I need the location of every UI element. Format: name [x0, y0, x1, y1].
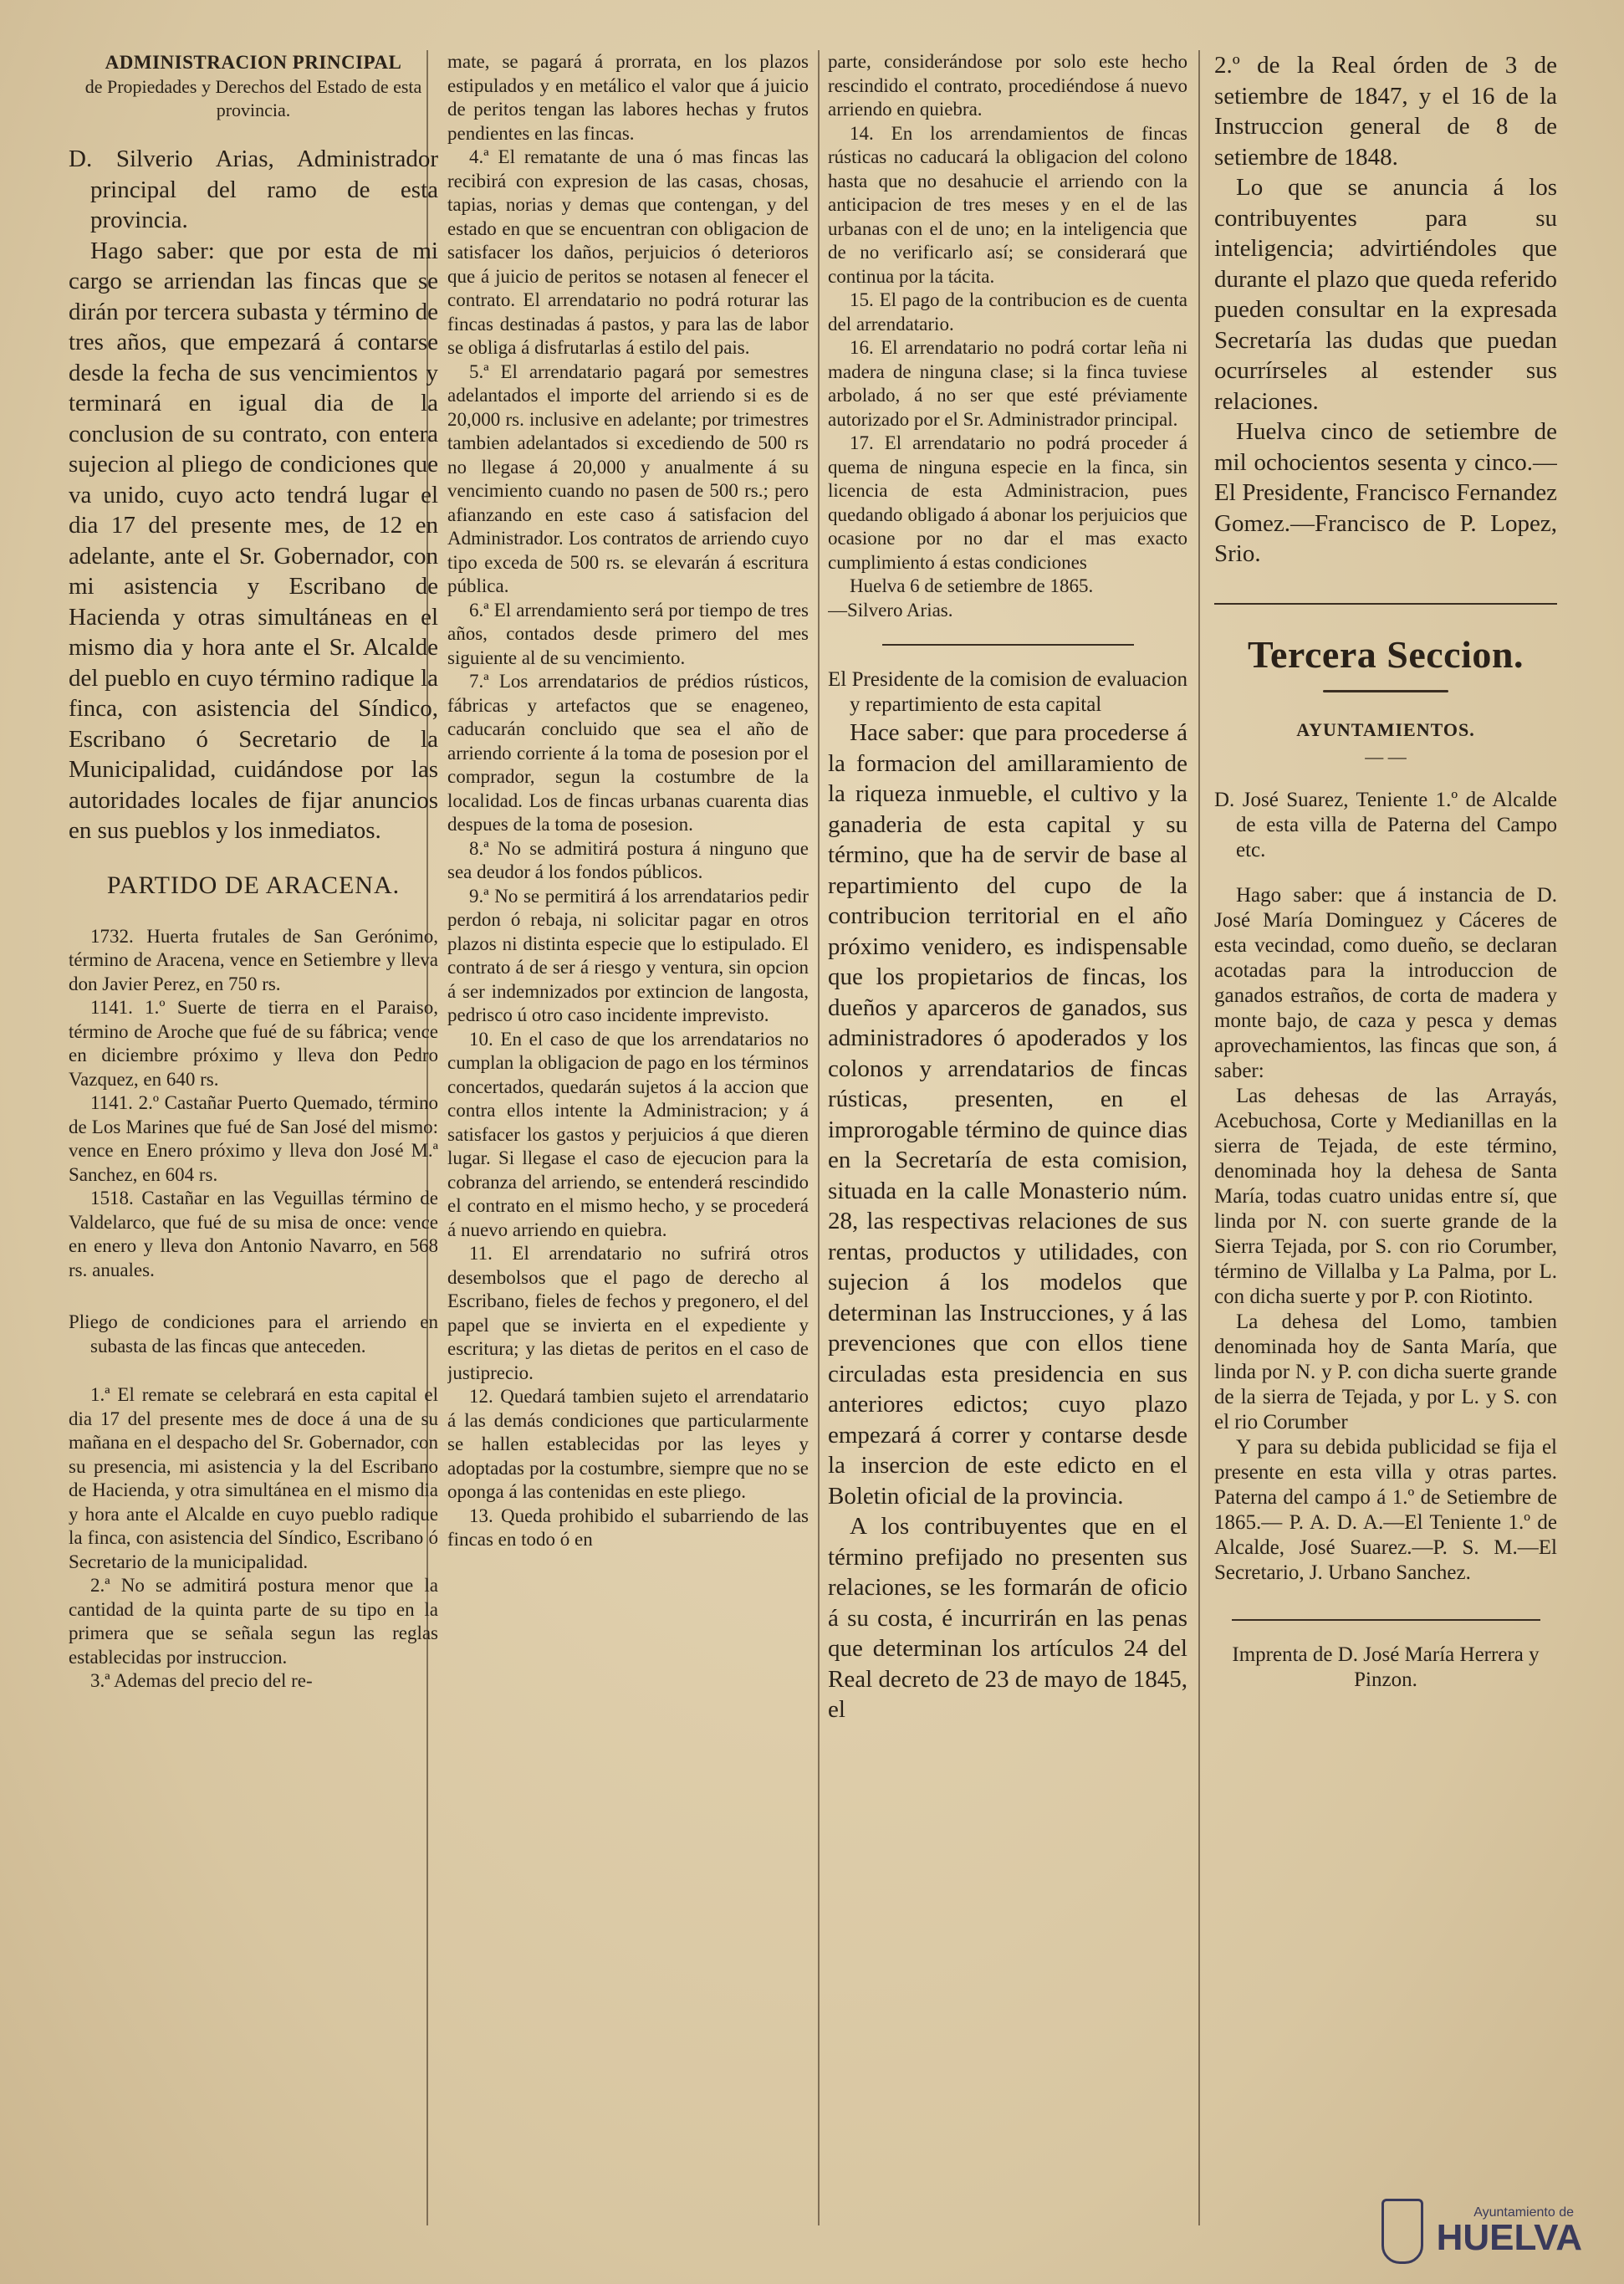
dashes-divider: — — [1365, 745, 1407, 767]
condition-item: 6.ª El arrendamiento será por tiempo de tres años, contados desde primero del mes siguiente al de su vencimiento. [447, 599, 809, 668]
condition-item: 7.ª Los arrendatarios de prédios rústicos, fábricas y artefactos que se enageneo, caducarán concluido que sea el año de arriendo corriente á la toma de posesion por el comprador, segun la costumbre de la localidad. Los de fincas urbanas cuarenta dias despues de la toma de posesion. [447, 671, 809, 835]
imprenta-footer: Imprenta de D. José María Herrera y Pinzon. [1232, 1643, 1540, 1691]
condition-item: 2.ª No se admitirá postura menor que la cantidad de la quinta parte de su tipo en la primera que se señala segun las reglas establecidas por instruccion. [69, 1575, 438, 1668]
ornament-divider [1323, 690, 1448, 692]
condition-item: 11. El arrendatario no sufrirá otros desembolsos que el pago de derecho al Escribano, fieles de fechos y pregonero, el del papel que se invierta en el expediente y escritura; y las dietas de peritos en el caso de justiprecio. [447, 1243, 809, 1383]
finca-item: 1732. Huerta frutales de San Gerónimo, término de Aracena, vence en Setiembre y lleva don Javier Perez, en 750 rs. [69, 925, 438, 994]
column-2 [447, 50, 809, 2234]
dehesas-paragraph: Las dehesas de las Arrayás, Acebuchosa, Corte y Medianillas en la sierra de Tejada, de este término, denominada hoy la dehesa de Santa María, todas cuatro unidas entre sí, que linda por N. con suerte grande de la Sierra Tejada, por S. con rio Corumber, término de Villalba y La Palma, por L. con dicha suerte y por P. con Riotinto. [1214, 1084, 1557, 1308]
finca-item: 1141. 1.º Suerte de tierra en el Paraiso, término de Aroche que fué de su fábrica; vence en diciembre próximo y lleva don Pedro Vazquez, en 640 rs. [69, 997, 438, 1090]
divider [1214, 603, 1557, 605]
column-4 [1214, 50, 1557, 2234]
hago-saber-paragraph: Hago saber: que por esta de mi cargo se arriendan las fincas que se dirán por tercera subasta y término de tres años, que empezará á contarse desde la fecha de sus vencimientos y terminará en igual dia de la conclusion de su contrato, con entera sujecion al pliego de condiciones que va unido, cuyo acto tendrá lugar el dia 17 del presente mes, de 12 en adelante, ante el Sr. Gobernador, con mi asistencia y Escribano de Hacienda y otras simultáneas en el mismo dia y hora ante el Sr. Alcalde del pueblo en cuyo término radique la finca, con asistencia del Síndico, Escribano ó Secretario de la Municipalidad, cuidándose por las autoridades locales de fijar anuncios en sus pueblos y los inmediatos. [69, 237, 438, 844]
paterna-intro: D. José Suarez, Teniente 1.º de Alcalde de esta villa de Paterna del Campo etc. [1214, 788, 1557, 861]
column-rule [818, 50, 820, 2225]
comision-title: El Presidente de la comision de evaluacion y repartimiento de esta capital [828, 668, 1187, 716]
condition-item: 14. En los arrendamientos de fincas rústicas no caducará la obligacion del colono hasta que no desahucie el arriendo con la anticipacion de tres meses y en el de las urbanas con el de uno; en la inteligencia que de no verificarlo así; se considerará que continua por la tácita. [828, 122, 1187, 287]
lomo-paragraph: La dehesa del Lomo, tambien denominada hoy de Santa María, que linda por N. y P. con dicha suerte grande de la sierra de Tejada, y por L. y S. con el rio Corumber [1214, 1310, 1557, 1433]
signature-name: —Silvero Arias. [828, 599, 953, 621]
divider [1232, 1619, 1540, 1621]
condition-item: 3.ª Ademas del precio del re- [90, 1670, 313, 1691]
condition-item: parte, considerándose por solo este hecho rescindido el contrato, procediéndose á nuevo arriendo en quiebra. [828, 51, 1187, 120]
comision-body-2: A los contribuyentes que en el término prefijado no presenten sus relaciones, se les formarán de oficio á su costa, é incurrirán en las penas que determinan los artículos 24 del Real decreto de 23 de mayo de 1845, el [828, 1513, 1187, 1723]
column-3 [828, 50, 1187, 2234]
condition-item: 10. En el caso de que los arrendatarios no cumplan la obligacion de pago en los términos concertados, quedarán sujetos á la accion que contra ellos intente la Administracion; y á satisfacer los gastos y perjuicios á que dieren lugar. Si llegase el caso de ejecucion para la cobranza del arriendo, se entenderá rescindido el contrato en el mismo hecho, y se procederá á nuevo arriendo en quiebra. [447, 1028, 809, 1240]
column-rule [1198, 50, 1200, 2225]
watermark-small-text: Ayuntamiento de [1473, 2205, 1574, 2220]
condition-item: 9.ª No se permitirá á los arrendatarios pedir perdon ó rebaja, ni solicitar pagar en otros plazos ni distinta especie que lo estipulado. El contrato á de ser á riesgo y ventura, sin opcion á ser indemnizados por extincion de langosta, pedrisco ú otro caso incidente imprevisto. [447, 885, 809, 1025]
admin-intro: D. Silverio Arias, Administrador principal del ramo de esta provincia. [69, 146, 438, 233]
condition-item: 8.ª No se admitirá postura á ninguno que sea deudor á los fondos públicos. [447, 837, 809, 882]
condition-item: 4.ª El rematante de una ó mas fincas las recibirá con expresion de las casas, chosas, tapias, norias y demas que contengan, y del estado en que se encuentran con obligacion de satisfacer los daños, perjuicios ó deterioros que á juicio de peritos se notasen al fenecer el contrato. El arrendatario no podrá roturar las fincas destinadas á pastos, y para las de labor se obliga á disfrutarlas á estilo del pais. [447, 146, 809, 358]
condition-item: mate, se pagará á prorrata, en los plazos estipulados y en metálico el valor que á juicio de peritos tengan las labores hechas y frutos pendientes en las fincas. [447, 51, 809, 144]
condition-item: 16. El arrendatario no podrá cortar leña ni madera de ninguna clase; si la finca tuviese arbolado, á no ser que esté préviamente autorizado por el Sr. Administrador principal. [828, 337, 1187, 430]
section-title: Tercera Seccion. [1248, 632, 1524, 676]
condition-item: 15. El pago de la contribucion es de cuenta del arrendatario. [828, 289, 1187, 335]
condition-item: 13. Queda prohibido el subarriendo de las fincas en todo ó en [447, 1505, 809, 1550]
condition-item: 5.ª El arrendatario pagará por semestres adelantados el importe del arriendo si es de 20,000 rs. inclusive en adelante; por trimestres tambien adelantados si excediendo de 500 rs no llegase á 20,000 y anualmente á su vencimiento cuando no pasen de 500 rs.; pero afianzando en este caso á satisfacion del Administrador. Los contratos de arriendo cuyo tipo exceda de 500 rs. se elevarán á escritura pública. [447, 360, 809, 596]
coat-of-arms-icon [1381, 2199, 1423, 2264]
admin-header: ADMINISTRACION PRINCIPAL [105, 52, 402, 73]
finca-item: 1518. Castañar en las Veguillas término de Valdelarco, que fué de su misa de once: vence en enero y lleva don Antonio Navarro, en 568 rs. anuales. [69, 1188, 438, 1280]
condition-item: 12. Quedará tambien sujeto el arrendatario á las demás condiciones que particularmente se hallen establecidas por las leyes y adoptadas por la costumbre, siempre que no se oponga á las contenidas en este pliego. [447, 1386, 809, 1502]
pliego-title: Pliego de condiciones para el arriendo en subasta de las fincas que anteceden. [69, 1311, 438, 1357]
finca-item: 1141. 2.º Castañar Puerto Quemado, término de Los Marines que fué de San José del mismo: vence en Enero próximo y lleva don José M.ª Sanchez, en 604 rs. [69, 1092, 438, 1185]
comision-continuation: 2.º de la Real órden de 3 de setiembre de 1847, y el 16 de la Instruccion general de 8 de setiembre de 1848. [1214, 52, 1557, 171]
divider [882, 644, 1134, 646]
comision-notice: Lo que se anuncia á los contribuyentes para su inteligencia; advirtiéndoles que durante el plazo que queda referido pueden consultar en la expresada Secretaría las dudas que puedan ocurrírseles al estender sus relaciones. [1214, 174, 1557, 415]
watermark-logo-text: HUELVA [1436, 2217, 1582, 2258]
comision-signature: Huelva cinco de setiembre de mil ochocientos sesenta y cinco.—El Presidente, Francisco Fernandez Gomez.—Francisco de P. Lopez, Srio. [1214, 418, 1557, 567]
admin-subheader: de Propiedades y Derechos del Estado de esta provincia. [84, 76, 422, 120]
comision-body: Hace saber: que para procederse á la formacion del amillaramiento de la riqueza inmueble, el cultivo y la ganaderia de esta capital y su término, que ha de servir de base al repartimiento del cupo de la contribucion territorial en el año próximo venidero, es indispensable que los propietarios de fincas, los dueños y aparceros de ganados, sus administradores ó apoderados y los colonos y arrendatarios de fincas rústicas, presenten, en el improrogable término de quince dias en la Secretaría de esta comision, situada en la calle Monasterio núm. 28, las respectivas relaciones de sus rentas, productos y utilidades, con sujecion á los modelos que determinan las Instrucciones, y á las prevenciones que con ellos tiene circuladas esta presidencia en sus anteriores edictos; cuyo plazo empezará á correr y contarse desde la insercion de este edicto en el Boletin oficial de la provincia. [828, 719, 1187, 1510]
column-1 [69, 50, 438, 2234]
condition-item: 17. El arrendatario no podrá proceder á quema de ninguna especie en la finca, sin licencia de esta Administracion, pues quedando obligado á abonar los perjuicios que ocasione por no dar el mas exacto cumplimiento á estas condiciones [828, 432, 1187, 573]
signature-date: Huelva 6 de setiembre de 1865. [850, 575, 1094, 596]
condition-item: 1.ª El remate se celebrará en esta capital el dia 17 del presente mes de doce á una de su mañana en el despacho del Sr. Gobernador, con su presencia, mi asistencia y la del Escribano de Hacienda, y otra simultánea en el mismo dia y hora ante el Alcalde en cuyo pueblo radique la finca, con asistencia del Síndico, Escribano ó Secretario de la municipalidad. [69, 1384, 438, 1572]
publicidad-paragraph: Y para su debida publicidad se fija el presente en esta villa y otras partes. Paterna del campo á 1.º de Setiembre de 1865.— P. A. D. A.—El Teniente 1.º de Alcalde, José Suarez.—P. S. M.—El Secretario, J. Urbano Sanchez. [1214, 1435, 1557, 1584]
ayuntamientos-heading: AYUNTAMIENTOS. [1296, 718, 1475, 740]
paterna-hago: Hago saber: que á instancia de D. José María Dominguez y Cáceres de esta vecindad, como dueño, se declaran acotadas para la introduccion de ganados estraños, de corta de madera y monte bajo, de caza y pesca y demas aprovechamientos, las fincas que son, á saber: [1214, 883, 1557, 1082]
partido-heading: PARTIDO DE ARACENA. [106, 871, 401, 899]
